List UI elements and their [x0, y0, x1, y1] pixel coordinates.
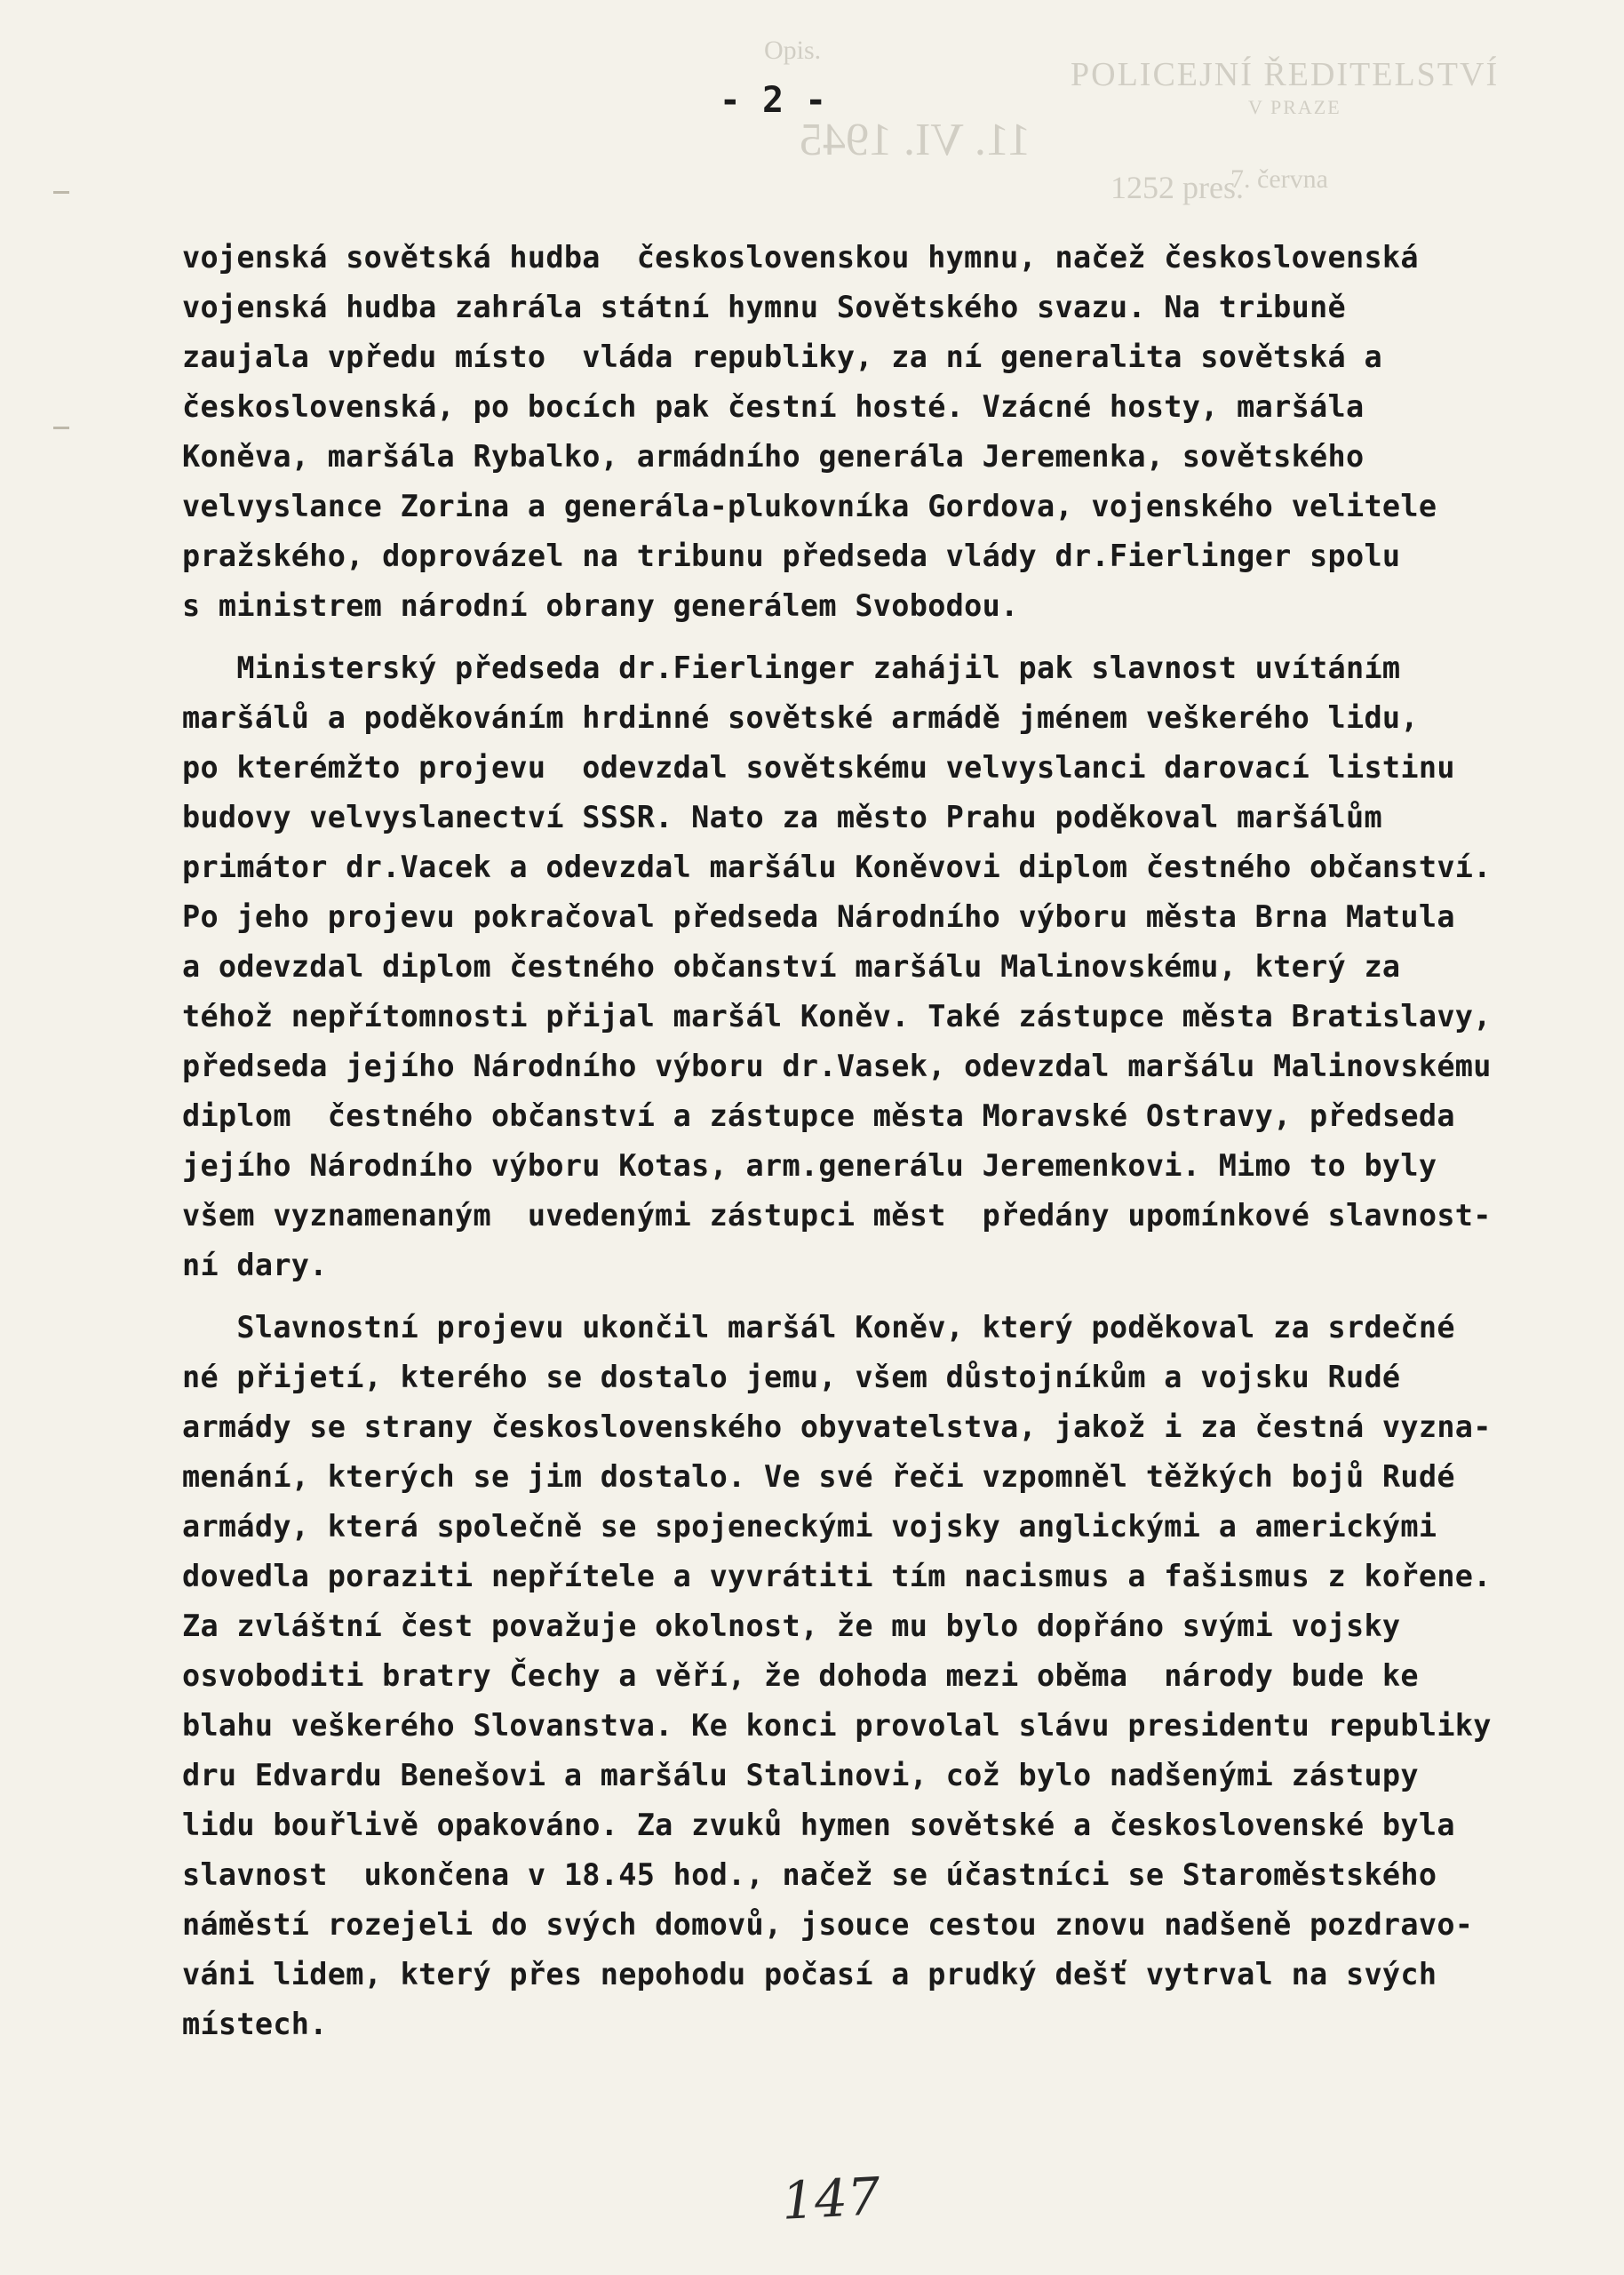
text-line: předseda jejího Národního výboru dr.Vasek, odevzdal maršálu Malinovskému: [182, 1049, 1492, 1083]
text-line: primátor dr.Vacek a odevzdal maršálu Koněvovi diplom čestného občanství.: [182, 850, 1492, 884]
text-line: menání, kterých se jim dostalo. Ve své řeči vzpomněl těžkých bojů Rudé: [182, 1459, 1455, 1494]
typewritten-body: [182, 233, 1604, 2049]
text-line: lidu bouřlivě opakováno. Za zvuků hymen sovětské a československé byla: [182, 1808, 1455, 1842]
text-line: armády se strany československého obyvatelstva, jakož i za čestná vyzna-: [182, 1409, 1492, 1444]
paragraph-1: [182, 233, 1604, 631]
text-line: blahu veškerého Slovanstva. Ke konci provolal slávu presidentu republiky: [182, 1708, 1492, 1743]
text-line: s ministrem národní obrany generálem Svobodou.: [182, 588, 1019, 623]
page-number: - 2 -: [719, 80, 827, 121]
text-line: Ministerský předseda dr.Fierlinger zahájil pak slavnost uvítáním: [182, 651, 1401, 685]
text-line: velvyslance Zorina a generála-plukovníka Gordova, vojenského velitele: [182, 489, 1437, 523]
bleed-through-stamp: POLICEJNÍ ŘEDITELSTVÍ: [1071, 56, 1500, 93]
text-line: slavnost ukončena v 18.45 hod., načež se účastníci se Staroměstského: [182, 1857, 1437, 1892]
text-line: místech.: [182, 2007, 328, 2041]
text-line: československá, po bocích pak čestní hosté. Vzácné hosty, maršála: [182, 389, 1365, 424]
text-line: náměstí rozejeli do svých domovů, jsouce cestou znovu nadšeně pozdravo-: [182, 1907, 1474, 1942]
text-line: váni lidem, který přes nepohodu počasí a prudký dešť vytrval na svých: [182, 1957, 1437, 1992]
text-line: Za zvláštní čest považuje okolnost, že mu bylo dopřáno svými vojsky: [182, 1608, 1401, 1643]
paragraph-3: [182, 1303, 1604, 2049]
text-line: Slavnostní projevu ukončil maršál Koněv, který poděkoval za srdečné: [182, 1310, 1455, 1345]
text-line: dovedla poraziti nepřítele a vyvrátiti tím nacismus a fašismus z kořene.: [182, 1559, 1492, 1593]
handwritten-archive-number: 147: [780, 2166, 882, 2231]
margin-mark: [53, 191, 69, 194]
text-line: Koněva, maršála Rybalko, armádního generála Jeremenka, sovětského: [182, 439, 1365, 474]
text-line: maršálů a poděkováním hrdinné sovětské armádě jménem veškerého lidu,: [182, 700, 1419, 735]
text-line: dru Edvardu Benešovi a maršálu Stalinovi, což bylo nadšenými zástupy: [182, 1758, 1419, 1792]
paragraph-gap: [182, 631, 1604, 643]
bleed-through-date: 7. června: [1230, 164, 1328, 194]
bleed-through-reference: 1252 pres.: [1111, 170, 1244, 205]
text-line: jejího Národního výboru Kotas, arm.generálu Jeremenkovi. Mimo to byly: [182, 1148, 1437, 1183]
paragraph-gap: [182, 1290, 1604, 1303]
text-line: všem vyznamenaným uvedenými zástupci měst předány upomínkové slavnost-: [182, 1198, 1492, 1233]
text-line: po kterémžto projevu odevzdal sovětskému velvyslanci darovací listinu: [182, 750, 1455, 785]
text-line: armády, která společně se spojeneckými vojsky anglickými a americkými: [182, 1509, 1437, 1544]
text-line: diplom čestného občanství a zástupce města Moravské Ostravy, předseda: [182, 1098, 1455, 1133]
text-line: téhož nepřítomnosti přijal maršál Koněv. Také zástupce města Bratislavy,: [182, 999, 1492, 1034]
bleed-through-date-stamp: 11. VI. 1945: [800, 115, 1031, 165]
text-line: vojenská sovětská hudba československou hymnu, načež československá: [182, 240, 1419, 275]
paragraph-2: [182, 643, 1604, 1290]
bleed-through-stamp-sub: V PRAZE: [1248, 96, 1341, 118]
text-line: ní dary.: [182, 1248, 328, 1282]
text-line: Po jeho projevu pokračoval předseda Národního výboru města Brna Matula: [182, 899, 1455, 934]
text-line: pražského, doprovázel na tribunu předseda vlády dr.Fierlinger spolu: [182, 539, 1401, 573]
text-line: a odevzdal diplom čestného občanství maršálu Malinovskému, který za: [182, 949, 1401, 984]
margin-mark: [53, 427, 69, 429]
text-line: vojenská hudba zahrála státní hymnu Sovětského svazu. Na tribuně: [182, 290, 1346, 324]
text-line: zaujala vpředu místo vláda republiky, za ní generalita sovětská a: [182, 339, 1382, 374]
text-line: né přijetí, kterého se dostalo jemu, všem důstojníkům a vojsku Rudé: [182, 1360, 1401, 1394]
text-line: osvoboditi bratry Čechy a věří, že dohoda mezi oběma národy bude ke: [182, 1658, 1419, 1693]
bleed-through-text: Opis.: [764, 36, 822, 65]
text-line: budovy velvyslanectví SSSR. Nato za město Prahu poděkoval maršálům: [182, 800, 1382, 834]
